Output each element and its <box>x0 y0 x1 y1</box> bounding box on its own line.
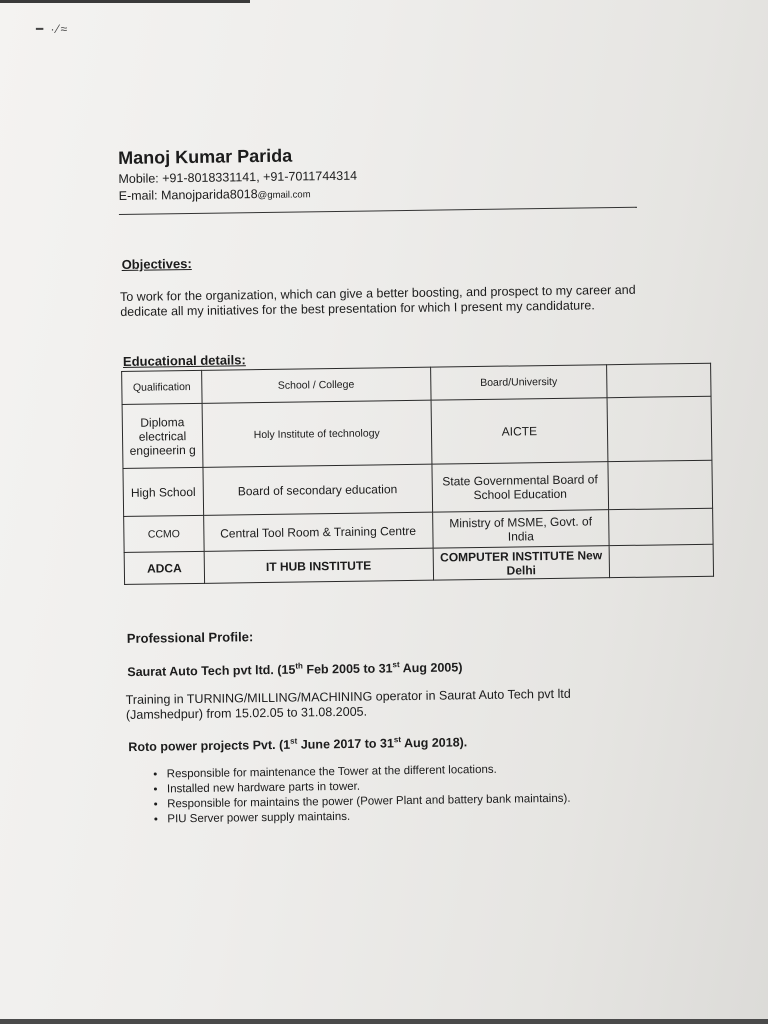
education-heading: Educational details: <box>122 352 246 369</box>
cell-qualification: High School <box>123 467 204 516</box>
job2-duties-list <box>127 760 718 828</box>
cell-blank <box>607 396 712 461</box>
table-row <box>124 544 713 584</box>
cell-board: Ministry of MSME, Govt. of India <box>432 510 609 548</box>
cell-qualification: Diploma electrical engineerin g <box>122 403 203 468</box>
candidate-name: Manoj Kumar Parida <box>118 145 293 168</box>
cell-board: State Governmental Board of School Education <box>431 462 608 512</box>
cell-blank <box>609 544 713 577</box>
education-table <box>121 363 714 585</box>
email-label: E-mail: Manojparida8018 <box>118 187 258 203</box>
col-board: Board/University <box>430 365 607 400</box>
job2-title: Roto power projects Pvt. (1st June 2017 to 31st Aug 2018). <box>128 735 468 755</box>
col-blank <box>607 363 711 397</box>
cell-school: Holy Institute of technology <box>202 400 431 467</box>
resume-document <box>118 140 717 828</box>
contact-block <box>118 163 708 206</box>
profile-heading: Professional Profile: <box>126 629 254 646</box>
job1-title: Saurat Auto Tech pvt ltd. (15th Feb 2005 to 31st Aug 2005) <box>127 660 463 680</box>
scan-mark: ━ ·⁄≈ <box>36 22 70 36</box>
cell-school: Board of secondary education <box>203 464 432 515</box>
objectives-text: To work for the organization, which can give a better boosting, and prospect to my career and dedicate all my initiatives for the best presentation for which I present my candidature. <box>119 282 636 319</box>
header-divider <box>119 207 637 215</box>
objectives-heading: Objectives: <box>121 255 192 272</box>
cell-blank <box>608 460 712 509</box>
cell-qualification: ADCA <box>124 551 204 584</box>
table-row <box>123 460 713 516</box>
mobile-numbers: Mobile: +91-8018331141, +91-7011744314 <box>118 168 358 186</box>
job1-description: Training in TURNING/MILLING/MACHINING operator in Saurat Auto Tech pvt ltd (Jamshedpur) from 15.02.05 to 31.08.2005. <box>125 686 571 723</box>
scan-edge-bottom <box>0 1019 768 1024</box>
cell-qualification: CCMO <box>124 515 204 552</box>
list-item: • PIU Server power supply maintains. <box>167 805 717 828</box>
list-item: • Installed new hardware parts in tower. <box>167 775 717 798</box>
email-domain: @gmail.com <box>257 189 311 202</box>
cell-board: AICTE <box>431 398 609 464</box>
scan-edge-top <box>0 0 250 3</box>
list-item: • Responsible for maintains the power (Power Plant and battery bank maintains). <box>167 790 717 813</box>
cell-blank <box>609 508 713 545</box>
cell-school: IT HUB INSTITUTE <box>204 548 433 583</box>
cell-board: COMPUTER INSTITUTE New Delhi <box>433 546 610 580</box>
list-item: • Responsible for maintenance the Tower at the different locations. <box>167 760 717 783</box>
col-school: School / College <box>202 367 431 403</box>
table-row <box>122 396 712 468</box>
col-qualification: Qualification <box>122 370 202 404</box>
cell-school: Central Tool Room & Training Centre <box>204 512 433 551</box>
